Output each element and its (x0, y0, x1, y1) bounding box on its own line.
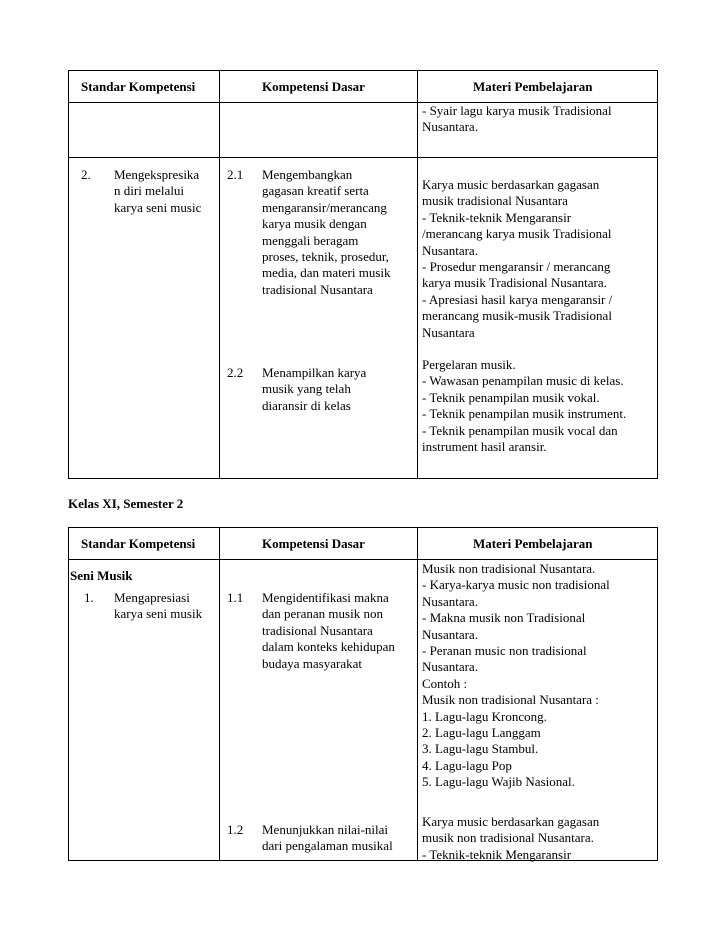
header-standar-kompetensi: Standar Kompetensi (81, 536, 196, 551)
header-materi-pembelajaran: Materi Pembelajaran (473, 79, 593, 94)
row-divider (69, 559, 657, 560)
materi-text: Pergelaran musik. - Wawasan penampilan music di kelas. - Teknik penampilan musik vokal. - Teknik penampilan musik instrument. - Teknik penampilan musik vocal dan instrument hasil aransir. (422, 357, 627, 455)
column-divider (417, 71, 418, 478)
competency-table-1 (68, 70, 658, 479)
materi-text: Karya music berdasarkan gagasan musik tradisional Nusantara - Teknik-teknik Mengaransir /merancang karya musik Tradisional Nusantara. - Prosedur mengaransir / merancang karya musik Tradisional Nusantara. - Apresiasi hasil karya mengaransir / merancang musik-musik Tradisional Nusantara (422, 177, 613, 340)
header-materi-pembelajaran: Materi Pembelajaran (473, 536, 593, 551)
kd-text: Mengembangkan gagasan kreatif serta mengaransir/merancang karya musik dengan menggali beragam proses, teknik, prosedur, media, dan materi musik tradisional Nusantara (262, 167, 391, 297)
kd-text: Menunjukkan nilai-nilai dari pengalaman musikal (262, 822, 393, 854)
sk-number: 1. (84, 590, 94, 605)
kd-number: 1.1 (227, 590, 244, 605)
column-divider (219, 71, 220, 478)
materi-continuation: - Syair lagu karya musik Tradisional Nusantara. (422, 103, 612, 135)
column-divider (417, 528, 418, 860)
header-kompetensi-dasar: Kompetensi Dasar (262, 536, 365, 551)
section-title: Kelas XI, Semester 2 (68, 496, 184, 511)
kd-number: 2.2 (227, 365, 244, 380)
materi-text: Musik non tradisional Nusantara. - Karya-karya music non tradisional Nusantara. - Makna musik non Tradisional Nusantara. - Peranan music non tradisional Nusantara. Contoh : Musik non tradisional Nusantara : 1. Lagu-lagu Kroncong. 2. Lagu-lagu Langgam 3. Lagu-lagu Stambul. 4. Lagu-lagu Pop 5. Lagu-lagu Wajib Nasional. (422, 561, 610, 790)
sk-text: Mengapresiasi karya seni musik (114, 590, 203, 622)
materi-text: Karya music berdasarkan gagasan musik non tradisional Nusantara. - Teknik-teknik Mengaransir (422, 814, 600, 862)
subject-title: Seni Musik (70, 568, 133, 583)
kd-number: 1.2 (227, 822, 244, 837)
column-divider (219, 528, 220, 860)
kd-text: Menampilkan karya musik yang telah diaransir di kelas (262, 365, 367, 413)
sk-text: Mengekspresika n diri melalui karya seni music (114, 167, 202, 215)
kd-text: Mengidentifikasi makna dan peranan musik non tradisional Nusantara dalam konteks kehidupan budaya masyarakat (262, 590, 395, 671)
kd-number: 2.1 (227, 167, 244, 182)
row-divider (69, 157, 657, 158)
header-standar-kompetensi: Standar Kompetensi (81, 79, 196, 94)
header-kompetensi-dasar: Kompetensi Dasar (262, 79, 365, 94)
sk-number: 2. (81, 167, 91, 182)
competency-table-2 (68, 527, 658, 861)
